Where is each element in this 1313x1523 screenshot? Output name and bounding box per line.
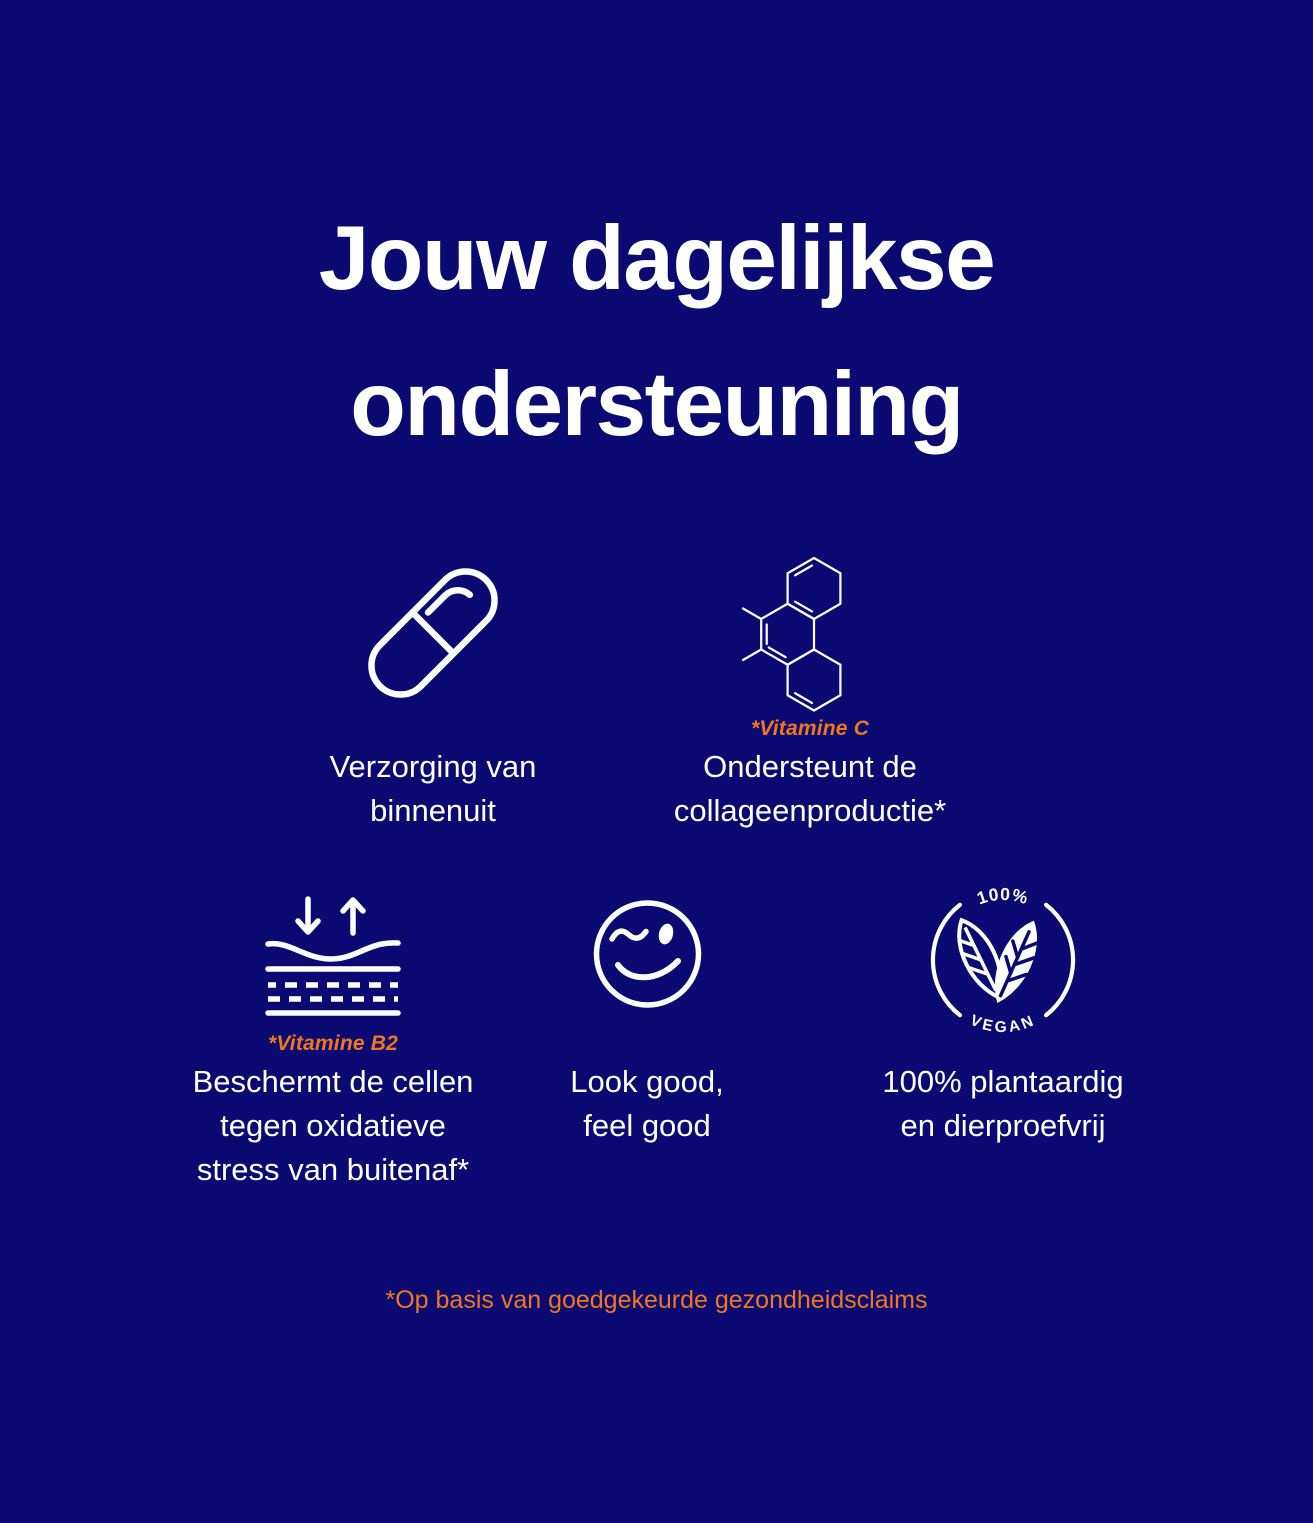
caption-line: Look good, — [570, 1064, 724, 1099]
feature-look-good — [497, 880, 797, 1148]
feature-collagen — [630, 550, 990, 833]
badge-top-text: 100% — [974, 885, 1032, 909]
badge-bottom-text: VEGAN — [967, 1011, 1039, 1035]
feature-capsule — [283, 550, 583, 833]
winking-smiley-icon — [497, 880, 797, 1030]
capsule-icon — [283, 550, 583, 715]
feature-caption — [173, 1060, 493, 1192]
vitamin-label — [497, 1030, 797, 1058]
feature-caption — [497, 1060, 797, 1148]
caption-line: binnenuit — [370, 793, 496, 828]
caption-line: Verzorging van — [329, 749, 537, 784]
skin-layers-icon — [173, 880, 493, 1030]
page-title-line2: ondersteuning — [350, 354, 963, 455]
feature-skin-protection — [173, 880, 493, 1192]
vitamin-c-molecule-icon — [630, 550, 990, 715]
feature-caption — [843, 1060, 1163, 1148]
page-title — [0, 186, 1313, 478]
footnote: *Op basis van goedgekeurde gezondheidsclaims — [385, 1286, 928, 1314]
feature-caption — [283, 745, 583, 833]
page-title-line1: Jouw dagelijkse — [318, 208, 995, 309]
caption-line: collageenproductie* — [673, 793, 947, 828]
caption-line: Beschermt de cellen — [192, 1064, 474, 1099]
caption-line: tegen oxidatieve — [220, 1108, 446, 1143]
caption-line: en dierproefvrij — [900, 1108, 1106, 1143]
vegan-badge-icon — [843, 880, 1163, 1035]
feature-vegan — [843, 880, 1163, 1148]
feature-caption — [630, 745, 990, 833]
svg-text:100% — [974, 885, 1031, 908]
caption-line: feel good — [583, 1108, 711, 1143]
vitamin-label: *Vitamine B2 — [268, 1032, 398, 1055]
vitamin-label: *Vitamine C — [750, 717, 870, 740]
caption-line: stress van buitenaf* — [196, 1152, 470, 1187]
caption-line: 100% plantaardig — [882, 1064, 1124, 1099]
caption-line: Ondersteunt de — [703, 749, 917, 784]
vitamin-label — [283, 715, 583, 743]
svg-text:VEGAN — [968, 1012, 1039, 1035]
